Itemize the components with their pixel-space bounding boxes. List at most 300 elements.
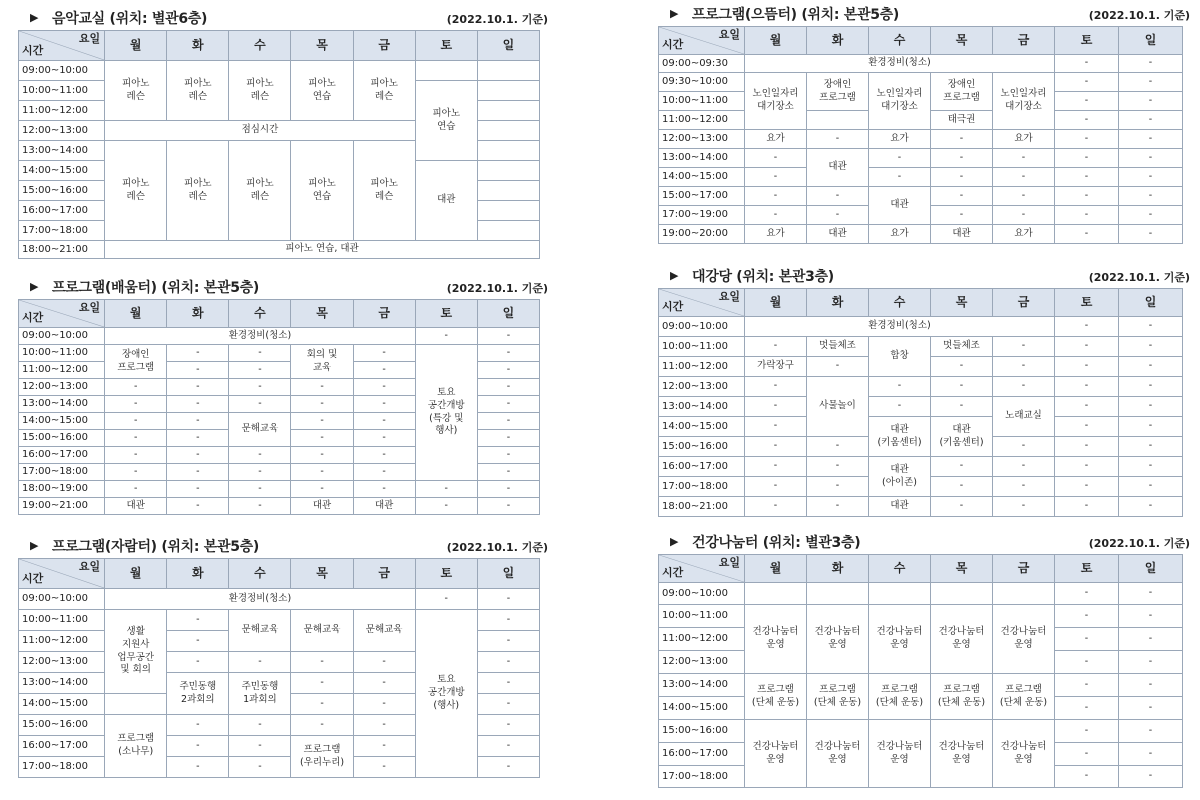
slot-cell: 프로그램 (소나무) xyxy=(105,715,167,778)
time-cell: 17:00~18:00 xyxy=(19,464,105,481)
slot-cell: - xyxy=(993,377,1055,397)
slot-cell: - xyxy=(477,694,539,715)
slot-cell: 피아노 연습 xyxy=(291,61,353,121)
slot-cell: - xyxy=(105,379,167,396)
slot-cell: 대관 xyxy=(353,498,415,515)
slot-cell: - xyxy=(353,652,415,673)
slot-cell: - xyxy=(477,673,539,694)
slot-cell: 토요 공간개방 (행사) xyxy=(415,610,477,778)
slot-cell: 노인일자리 대기장소 xyxy=(869,73,931,130)
slot-cell: 대관 xyxy=(807,149,869,187)
slot-cell: - xyxy=(1055,168,1119,187)
slot-cell: - xyxy=(291,430,353,447)
day-header: 화 xyxy=(167,300,229,328)
slot-cell: - xyxy=(1055,130,1119,149)
slot-cell: - xyxy=(745,457,807,477)
slot-cell: - xyxy=(1055,497,1119,517)
slot-cell: - xyxy=(167,736,229,757)
slot-cell: - xyxy=(1055,111,1119,130)
time-cell: 13:00~14:00 xyxy=(19,396,105,413)
slot-cell: - xyxy=(1119,92,1183,111)
slot-cell: 주민동행 2과회의 xyxy=(167,673,229,715)
time-cell: 13:00~14:00 xyxy=(19,673,105,694)
slot-cell: - xyxy=(1055,206,1119,225)
slot-cell xyxy=(477,101,539,121)
time-cell: 18:00~21:00 xyxy=(659,497,745,517)
schedule-table xyxy=(658,554,1183,788)
slot-cell: - xyxy=(1055,225,1119,244)
slot-cell: - xyxy=(1119,149,1183,168)
slot-cell xyxy=(931,583,993,605)
day-header: 목 xyxy=(291,31,353,61)
slot-cell: - xyxy=(745,187,807,206)
slot-cell: - xyxy=(745,337,807,357)
slot-cell: - xyxy=(477,481,539,498)
time-cell: 12:00~13:00 xyxy=(19,121,105,141)
slot-cell: - xyxy=(1119,497,1183,517)
time-cell: 11:00~12:00 xyxy=(19,101,105,121)
slot-cell: 환경정비(청소) xyxy=(745,317,1055,337)
day-header: 목 xyxy=(291,559,353,589)
time-cell: 10:00~11:00 xyxy=(19,345,105,362)
slot-cell: - xyxy=(477,345,539,362)
day-header: 금 xyxy=(993,555,1055,583)
slot-cell: - xyxy=(1055,766,1119,788)
date-note: (2022.10.1. 기준) xyxy=(446,13,548,26)
slot-cell: - xyxy=(745,377,807,397)
day-header: 목 xyxy=(931,289,993,317)
slot-cell: - xyxy=(229,481,291,498)
slot-cell: - xyxy=(1119,130,1183,149)
time-cell: 15:00~16:00 xyxy=(659,437,745,457)
section-title: 프로그램(배움터) (위치: 본관5층) xyxy=(52,280,259,296)
slot-cell: - xyxy=(807,497,869,517)
day-header: 수 xyxy=(869,27,931,55)
slot-cell: - xyxy=(745,397,807,417)
slot-cell: - xyxy=(1055,437,1119,457)
slot-cell: - xyxy=(105,481,167,498)
slot-cell: 환경정비(청소) xyxy=(745,55,1055,73)
slot-cell: 대관 xyxy=(415,161,477,241)
time-cell: 14:00~15:00 xyxy=(19,161,105,181)
slot-cell xyxy=(105,694,167,715)
slot-cell: - xyxy=(1055,477,1119,497)
slot-cell: - xyxy=(1119,377,1183,397)
day-header: 월 xyxy=(105,559,167,589)
slot-cell: - xyxy=(745,168,807,187)
slot-cell: 프로그램 (단체 운동) xyxy=(807,674,869,720)
slot-cell xyxy=(477,161,539,181)
slot-cell: - xyxy=(291,396,353,413)
slot-cell: - xyxy=(993,149,1055,168)
time-cell: 17:00~19:00 xyxy=(659,206,745,225)
slot-cell: 장애인 프로그램 xyxy=(931,73,993,111)
time-cell: 14:00~15:00 xyxy=(659,697,745,720)
slot-cell: - xyxy=(1119,720,1183,743)
slot-cell: - xyxy=(167,631,229,652)
slot-cell: - xyxy=(167,498,229,515)
slot-cell: - xyxy=(1119,766,1183,788)
slot-cell: - xyxy=(1119,651,1183,674)
time-cell: 16:00~17:00 xyxy=(659,457,745,477)
slot-cell: - xyxy=(291,694,353,715)
slot-cell: - xyxy=(869,149,931,168)
slot-cell: - xyxy=(477,464,539,481)
time-cell: 11:00~12:00 xyxy=(19,362,105,379)
slot-cell: - xyxy=(167,345,229,362)
time-cell: 10:00~11:00 xyxy=(659,605,745,628)
day-header: 금 xyxy=(353,31,415,61)
slot-cell: 요가 xyxy=(745,130,807,149)
time-cell: 19:00~20:00 xyxy=(659,225,745,244)
section-hall xyxy=(658,264,1190,517)
slot-cell: - xyxy=(291,379,353,396)
slot-cell: 프로그램 (우리누리) xyxy=(291,736,353,778)
slot-cell: - xyxy=(477,379,539,396)
slot-cell: - xyxy=(353,362,415,379)
day-header: 월 xyxy=(105,300,167,328)
slot-cell: - xyxy=(1119,397,1183,417)
section-header xyxy=(658,264,1190,288)
slot-cell: 요가 xyxy=(993,225,1055,244)
slot-cell: - xyxy=(807,206,869,225)
day-header: 금 xyxy=(353,559,415,589)
day-header: 토 xyxy=(415,300,477,328)
slot-cell: - xyxy=(167,362,229,379)
day-header: 수 xyxy=(869,289,931,317)
slot-cell: 환경정비(청소) xyxy=(105,589,416,610)
slot-cell: 피아노 레슨 xyxy=(105,61,167,121)
section-header xyxy=(18,534,548,558)
slot-cell: - xyxy=(229,345,291,362)
time-cell: 11:00~12:00 xyxy=(659,628,745,651)
corner-header: 요일 시간 xyxy=(659,289,745,317)
slot-cell: 피아노 레슨 xyxy=(229,141,291,241)
slot-cell: - xyxy=(229,447,291,464)
slot-cell: - xyxy=(477,430,539,447)
slot-cell xyxy=(415,61,477,81)
section-header xyxy=(18,275,548,299)
slot-cell: 건강나눔터 운영 xyxy=(869,720,931,788)
slot-cell: - xyxy=(415,481,477,498)
slot-cell: 피아노 연습 xyxy=(291,141,353,241)
day-header: 토 xyxy=(1055,289,1119,317)
slot-cell: 문해교육 xyxy=(291,610,353,652)
day-header: 수 xyxy=(229,300,291,328)
slot-cell: 멋들체조 xyxy=(807,337,869,357)
time-cell: 18:00~21:00 xyxy=(19,241,105,259)
slot-cell: - xyxy=(1119,583,1183,605)
slot-cell: 요가 xyxy=(993,130,1055,149)
slot-cell: - xyxy=(869,168,931,187)
slot-cell: - xyxy=(353,715,415,736)
time-cell: 14:00~15:00 xyxy=(659,417,745,437)
slot-cell: - xyxy=(931,477,993,497)
slot-cell: - xyxy=(1055,651,1119,674)
slot-cell: - xyxy=(229,736,291,757)
time-cell: 16:00~17:00 xyxy=(19,201,105,221)
slot-cell: - xyxy=(1055,92,1119,111)
slot-cell: - xyxy=(229,757,291,778)
slot-cell: 피아노 레슨 xyxy=(229,61,291,121)
slot-cell: - xyxy=(477,362,539,379)
slot-cell: - xyxy=(229,362,291,379)
slot-cell: - xyxy=(477,328,539,345)
date-note: (2022.10.1. 기준) xyxy=(446,282,548,295)
time-cell: 16:00~17:00 xyxy=(19,736,105,757)
slot-cell: 건강나눔터 운영 xyxy=(745,720,807,788)
slot-cell: - xyxy=(1055,457,1119,477)
slot-cell: - xyxy=(477,498,539,515)
lunch-cell: 점심시간 xyxy=(105,121,416,141)
slot-cell: 건강나눔터 운영 xyxy=(993,720,1055,788)
slot-cell: - xyxy=(931,130,993,149)
time-cell: 17:00~18:00 xyxy=(19,757,105,778)
slot-cell: - xyxy=(1119,225,1183,244)
slot-cell: 프로그램 (단체 운동) xyxy=(931,674,993,720)
slot-cell: - xyxy=(1119,206,1183,225)
time-cell: 12:00~13:00 xyxy=(659,377,745,397)
slot-cell: - xyxy=(415,589,477,610)
slot-cell: 건강나눔터 운영 xyxy=(869,605,931,674)
slot-cell: - xyxy=(167,447,229,464)
bullet-icon: ▶ xyxy=(670,269,679,282)
day-header: 목 xyxy=(931,555,993,583)
slot-cell: 문해교육 xyxy=(353,610,415,652)
slot-cell xyxy=(477,201,539,221)
slot-cell: 피아노 레슨 xyxy=(167,61,229,121)
time-cell: 14:00~15:00 xyxy=(19,694,105,715)
slot-cell: - xyxy=(993,437,1055,457)
section-title: 프로그램(자람터) (위치: 본관5층) xyxy=(52,539,259,555)
time-cell: 11:00~12:00 xyxy=(659,111,745,130)
time-cell: 17:00~18:00 xyxy=(19,221,105,241)
section-header xyxy=(18,6,548,30)
slot-cell: 가락장구 xyxy=(745,357,807,377)
section-jaram xyxy=(18,534,548,778)
slot-cell: - xyxy=(291,413,353,430)
day-header: 일 xyxy=(1119,555,1183,583)
slot-cell: - xyxy=(291,464,353,481)
day-header: 일 xyxy=(477,300,539,328)
slot-cell: - xyxy=(931,457,993,477)
slot-cell: 프로그램 (단체 운동) xyxy=(993,674,1055,720)
schedule-table xyxy=(658,26,1183,244)
slot-cell: - xyxy=(229,715,291,736)
slot-cell: - xyxy=(1119,457,1183,477)
slot-cell: - xyxy=(993,206,1055,225)
slot-cell: - xyxy=(167,379,229,396)
slot-cell: 건강나눔터 운영 xyxy=(931,720,993,788)
slot-cell: - xyxy=(353,481,415,498)
time-cell: 09:00~10:00 xyxy=(19,328,105,345)
schedule-table xyxy=(658,288,1183,517)
slot-cell: - xyxy=(993,497,1055,517)
slot-cell: - xyxy=(931,206,993,225)
slot-cell: 건강나눔터 운영 xyxy=(807,720,869,788)
slot-cell: - xyxy=(105,396,167,413)
slot-cell: 프로그램 (단체 운동) xyxy=(745,674,807,720)
slot-cell: - xyxy=(291,673,353,694)
section-health xyxy=(658,530,1190,788)
time-cell: 16:00~17:00 xyxy=(19,447,105,464)
slot-cell: - xyxy=(931,168,993,187)
slot-cell: - xyxy=(105,464,167,481)
slot-cell: - xyxy=(1119,168,1183,187)
day-header: 토 xyxy=(1055,27,1119,55)
time-cell: 10:00~11:00 xyxy=(659,92,745,111)
slot-cell xyxy=(745,583,807,605)
slot-cell: 생활 지원사 업무공간 및 회의 xyxy=(105,610,167,694)
day-header: 일 xyxy=(1119,27,1183,55)
slot-cell xyxy=(993,583,1055,605)
slot-cell xyxy=(807,583,869,605)
day-header: 금 xyxy=(993,289,1055,317)
slot-cell: - xyxy=(167,413,229,430)
day-header: 금 xyxy=(353,300,415,328)
slot-cell: 피아노 연습 xyxy=(415,81,477,161)
slot-cell: 장애인 프로그램 xyxy=(807,73,869,111)
slot-cell: - xyxy=(353,430,415,447)
slot-cell: - xyxy=(229,498,291,515)
slot-cell: - xyxy=(1119,628,1183,651)
day-header: 토 xyxy=(415,31,477,61)
slot-cell: - xyxy=(931,187,993,206)
slot-cell: - xyxy=(1119,437,1183,457)
slot-cell xyxy=(477,181,539,201)
corner-header: 요일 시간 xyxy=(19,300,105,328)
slot-cell: - xyxy=(415,328,477,345)
slot-cell: - xyxy=(477,736,539,757)
slot-cell: 요가 xyxy=(869,130,931,149)
slot-cell: - xyxy=(477,413,539,430)
time-cell: 10:00~11:00 xyxy=(19,610,105,631)
slot-cell: - xyxy=(931,377,993,397)
time-cell: 14:00~15:00 xyxy=(659,168,745,187)
slot-cell: 피아노 레슨 xyxy=(167,141,229,241)
time-cell: 19:00~21:00 xyxy=(19,498,105,515)
slot-cell: - xyxy=(1055,417,1119,437)
slot-cell: 건강나눔터 운영 xyxy=(931,605,993,674)
slot-cell: - xyxy=(993,337,1055,357)
evening-cell: 피아노 연습, 대관 xyxy=(105,241,540,259)
day-header: 월 xyxy=(745,555,807,583)
slot-cell: - xyxy=(477,396,539,413)
slot-cell: - xyxy=(477,631,539,652)
slot-cell: - xyxy=(477,715,539,736)
time-cell: 11:00~12:00 xyxy=(19,631,105,652)
slot-cell: - xyxy=(1119,477,1183,497)
slot-cell: - xyxy=(229,379,291,396)
slot-cell: - xyxy=(1119,357,1183,377)
date-note: (2022.10.1. 기준) xyxy=(1088,9,1190,22)
slot-cell: - xyxy=(105,447,167,464)
slot-cell: - xyxy=(1055,317,1119,337)
slot-cell: - xyxy=(1055,674,1119,697)
slot-cell: - xyxy=(931,397,993,417)
day-header: 화 xyxy=(167,559,229,589)
slot-cell xyxy=(477,121,539,141)
slot-cell: - xyxy=(477,757,539,778)
time-cell: 09:00~09:30 xyxy=(659,55,745,73)
time-cell: 13:00~14:00 xyxy=(659,674,745,697)
slot-cell: - xyxy=(167,757,229,778)
slot-cell: - xyxy=(291,715,353,736)
slot-cell: - xyxy=(1055,55,1119,73)
time-cell: 09:00~10:00 xyxy=(19,589,105,610)
slot-cell: - xyxy=(291,652,353,673)
slot-cell: - xyxy=(1119,73,1183,92)
schedule-table xyxy=(18,558,540,778)
slot-cell: - xyxy=(1119,605,1183,628)
slot-cell xyxy=(477,221,539,241)
section-eutteum xyxy=(658,2,1190,244)
time-cell: 12:00~13:00 xyxy=(659,651,745,674)
slot-cell: 노래교실 xyxy=(993,397,1055,437)
schedule-table xyxy=(18,299,540,515)
corner-header: 요일 시간 xyxy=(659,555,745,583)
slot-cell: - xyxy=(1055,149,1119,168)
day-header: 월 xyxy=(745,27,807,55)
time-cell: 15:00~16:00 xyxy=(659,720,745,743)
time-cell: 09:00~10:00 xyxy=(659,317,745,337)
slot-cell: 주민동행 1과회의 xyxy=(229,673,291,715)
slot-cell: - xyxy=(477,610,539,631)
slot-cell: 대관 xyxy=(869,187,931,225)
date-note: (2022.10.1. 기준) xyxy=(1088,271,1190,284)
slot-cell: 환경정비(청소) xyxy=(105,328,416,345)
slot-cell: - xyxy=(477,589,539,610)
slot-cell: - xyxy=(353,447,415,464)
time-cell: 12:00~13:00 xyxy=(19,652,105,673)
time-cell: 10:00~11:00 xyxy=(19,81,105,101)
slot-cell xyxy=(477,81,539,101)
slot-cell: - xyxy=(353,736,415,757)
slot-cell: - xyxy=(1119,111,1183,130)
slot-cell: 대관 (아이존) xyxy=(869,457,931,497)
slot-cell: 피아노 레슨 xyxy=(353,141,415,241)
section-title: 대강당 (위치: 본관3층) xyxy=(692,269,834,285)
slot-cell: - xyxy=(167,481,229,498)
bullet-icon: ▶ xyxy=(30,539,39,552)
time-cell: 15:00~17:00 xyxy=(659,187,745,206)
day-header: 수 xyxy=(869,555,931,583)
time-cell: 18:00~19:00 xyxy=(19,481,105,498)
time-cell: 13:00~14:00 xyxy=(19,141,105,161)
slot-cell: - xyxy=(1119,674,1183,697)
slot-cell: - xyxy=(1119,417,1183,437)
time-cell: 12:00~13:00 xyxy=(659,130,745,149)
section-baeum xyxy=(18,275,548,515)
slot-cell: - xyxy=(105,413,167,430)
slot-cell: - xyxy=(993,477,1055,497)
slot-cell: - xyxy=(993,357,1055,377)
slot-cell: 토요 공간개방 (특강 및 행사) xyxy=(415,345,477,481)
corner-header: 요일 시간 xyxy=(659,27,745,55)
slot-cell: - xyxy=(105,430,167,447)
slot-cell: - xyxy=(477,652,539,673)
time-cell: 17:00~18:00 xyxy=(659,477,745,497)
slot-cell: - xyxy=(993,168,1055,187)
corner-header: 요일 시간 xyxy=(19,559,105,589)
slot-cell: 대관 xyxy=(807,225,869,244)
day-header: 토 xyxy=(415,559,477,589)
day-header: 월 xyxy=(745,289,807,317)
slot-cell: 노인일자리 대기장소 xyxy=(993,73,1055,130)
slot-cell: 합창 xyxy=(869,337,931,377)
day-header: 일 xyxy=(1119,289,1183,317)
time-cell: 17:00~18:00 xyxy=(659,766,745,788)
